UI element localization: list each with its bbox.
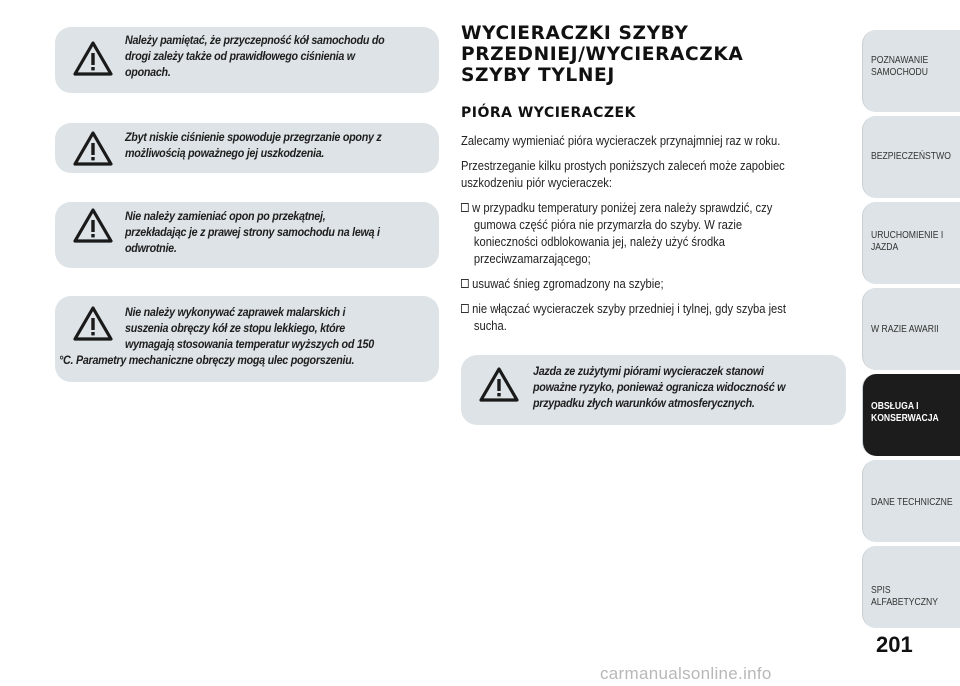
tab-uruchomienie-i-jazda[interactable] xyxy=(862,202,960,284)
warning-text-line: przekładając je z prawej strony samochodu na lewą i xyxy=(125,225,380,239)
list-item xyxy=(461,275,839,292)
checkbox-bullet-icon xyxy=(461,279,469,288)
warning-box xyxy=(55,296,439,382)
paragraph-line: Zalecamy wymieniać pióra wycieraczek przynajmniej raz w roku. xyxy=(461,133,781,148)
tab-obsluga-i-konserwacja[interactable] xyxy=(862,374,960,456)
tab-label: KONSERWACJA xyxy=(871,412,939,424)
list-item-text: usuwać śnieg zgromadzony na szybie; xyxy=(472,276,664,291)
warning-text-line: suszenia obręczy kół ze stopu lekkiego, które xyxy=(125,321,345,335)
tab-spis-alfabetyczny[interactable] xyxy=(862,546,960,628)
subsection-title: PIÓRA WYCIERACZEK xyxy=(461,105,636,121)
warning-triangle-icon xyxy=(73,131,113,167)
warning-triangle-icon xyxy=(479,367,519,403)
tab-label: BEZPIECZEŃSTWO xyxy=(871,150,951,162)
tab-label: SAMOCHODU xyxy=(871,66,928,78)
paragraph-line: Przestrzeganie kilku prostych poniższych zaleceń może zapobiec xyxy=(461,158,785,173)
section-title-line: SZYBY TYLNEJ xyxy=(461,64,615,86)
list-item xyxy=(461,300,839,334)
tab-label: SPIS ALFABETYCZNY xyxy=(871,584,938,608)
paragraph xyxy=(461,157,839,191)
tab-w-razie-awarii[interactable] xyxy=(862,288,960,370)
warning-text-line: wymagają stosowania temperatur wyższych od 150 xyxy=(125,337,374,351)
checkbox-bullet-icon xyxy=(461,304,469,313)
warning-text-line: °C. Parametry mechaniczne obręczy mogą ulec pogorszeniu. xyxy=(59,353,355,367)
warning-text-line: możliwością poważnego jej uszkodzenia. xyxy=(125,146,325,160)
list-item-text: nie włączać wycieraczek szyby przedniej i tylnej, gdy szyba jest xyxy=(472,301,786,316)
list-item-text: konieczności odblokowania jej, należy użyć środka xyxy=(473,234,725,249)
warning-text-line: przypadku złych warunków atmosferycznych. xyxy=(533,396,755,410)
tab-label: OBSŁUGA I xyxy=(871,400,919,412)
warning-triangle-icon xyxy=(73,306,113,342)
warning-triangle-icon xyxy=(73,208,113,244)
list-item-text: gumowa część pióra nie przymarzła do szyby. W razie xyxy=(473,217,743,232)
tab-dane-techniczne[interactable] xyxy=(862,460,960,542)
tab-label: W RAZIE AWARII xyxy=(871,323,939,335)
tab-label: POZNAWANIE xyxy=(871,54,929,66)
section-title-line: WYCIERACZKI SZYBY xyxy=(461,22,689,44)
warning-box xyxy=(55,202,439,268)
section-title xyxy=(461,23,833,86)
list-item-text: sucha. xyxy=(473,318,507,333)
paragraph xyxy=(461,132,822,149)
tab-label: URUCHOMIENIE I xyxy=(871,229,944,241)
warning-text-line: odwrotnie. xyxy=(125,241,177,255)
page-number: 201 xyxy=(876,632,913,657)
tab-bezpieczenstwo[interactable] xyxy=(862,116,960,198)
warning-text-line: poważne ryzyko, ponieważ ogranicza widoczność w xyxy=(533,380,786,394)
tab-label: DANE TECHNICZNE xyxy=(871,496,953,508)
warning-text-line: Nie należy wykonywać zaprawek malarskich i xyxy=(125,305,346,319)
warning-text-line: Należy pamiętać, że przyczepność kół samochodu do xyxy=(125,33,385,47)
warning-text-line: drogi zależy także od prawidłowego ciśnienia w xyxy=(125,49,355,63)
warning-box xyxy=(461,355,846,425)
list-item-text: przeciwzamarzającego; xyxy=(473,251,591,266)
warning-box xyxy=(55,27,439,93)
paragraph-line: uszkodzeniu piór wycieraczek: xyxy=(461,175,612,190)
tab-label: JAZDA xyxy=(871,241,899,253)
warning-text-line: Zbyt niskie ciśnienie spowoduje przegrzanie opony z xyxy=(125,130,382,144)
watermark: carmanualsonline.info xyxy=(600,664,772,683)
warning-triangle-icon xyxy=(73,41,113,77)
warning-text-line: Nie należy zamieniać opon po przekątnej, xyxy=(125,209,326,223)
checkbox-bullet-icon xyxy=(461,203,469,212)
warning-box xyxy=(55,123,439,173)
warning-text-line: oponach. xyxy=(125,65,171,79)
warning-text-line: Jazda ze zużytymi piórami wycieraczek stanowi xyxy=(533,364,764,378)
list-item-text: w przypadku temperatury poniżej zera należy sprawdzić, czy xyxy=(472,200,773,215)
list-item xyxy=(461,199,839,267)
section-title-line: PRZEDNIEJ/WYCIERACZKA xyxy=(461,43,744,65)
tab-poznawanie-samochodu[interactable] xyxy=(862,30,960,112)
